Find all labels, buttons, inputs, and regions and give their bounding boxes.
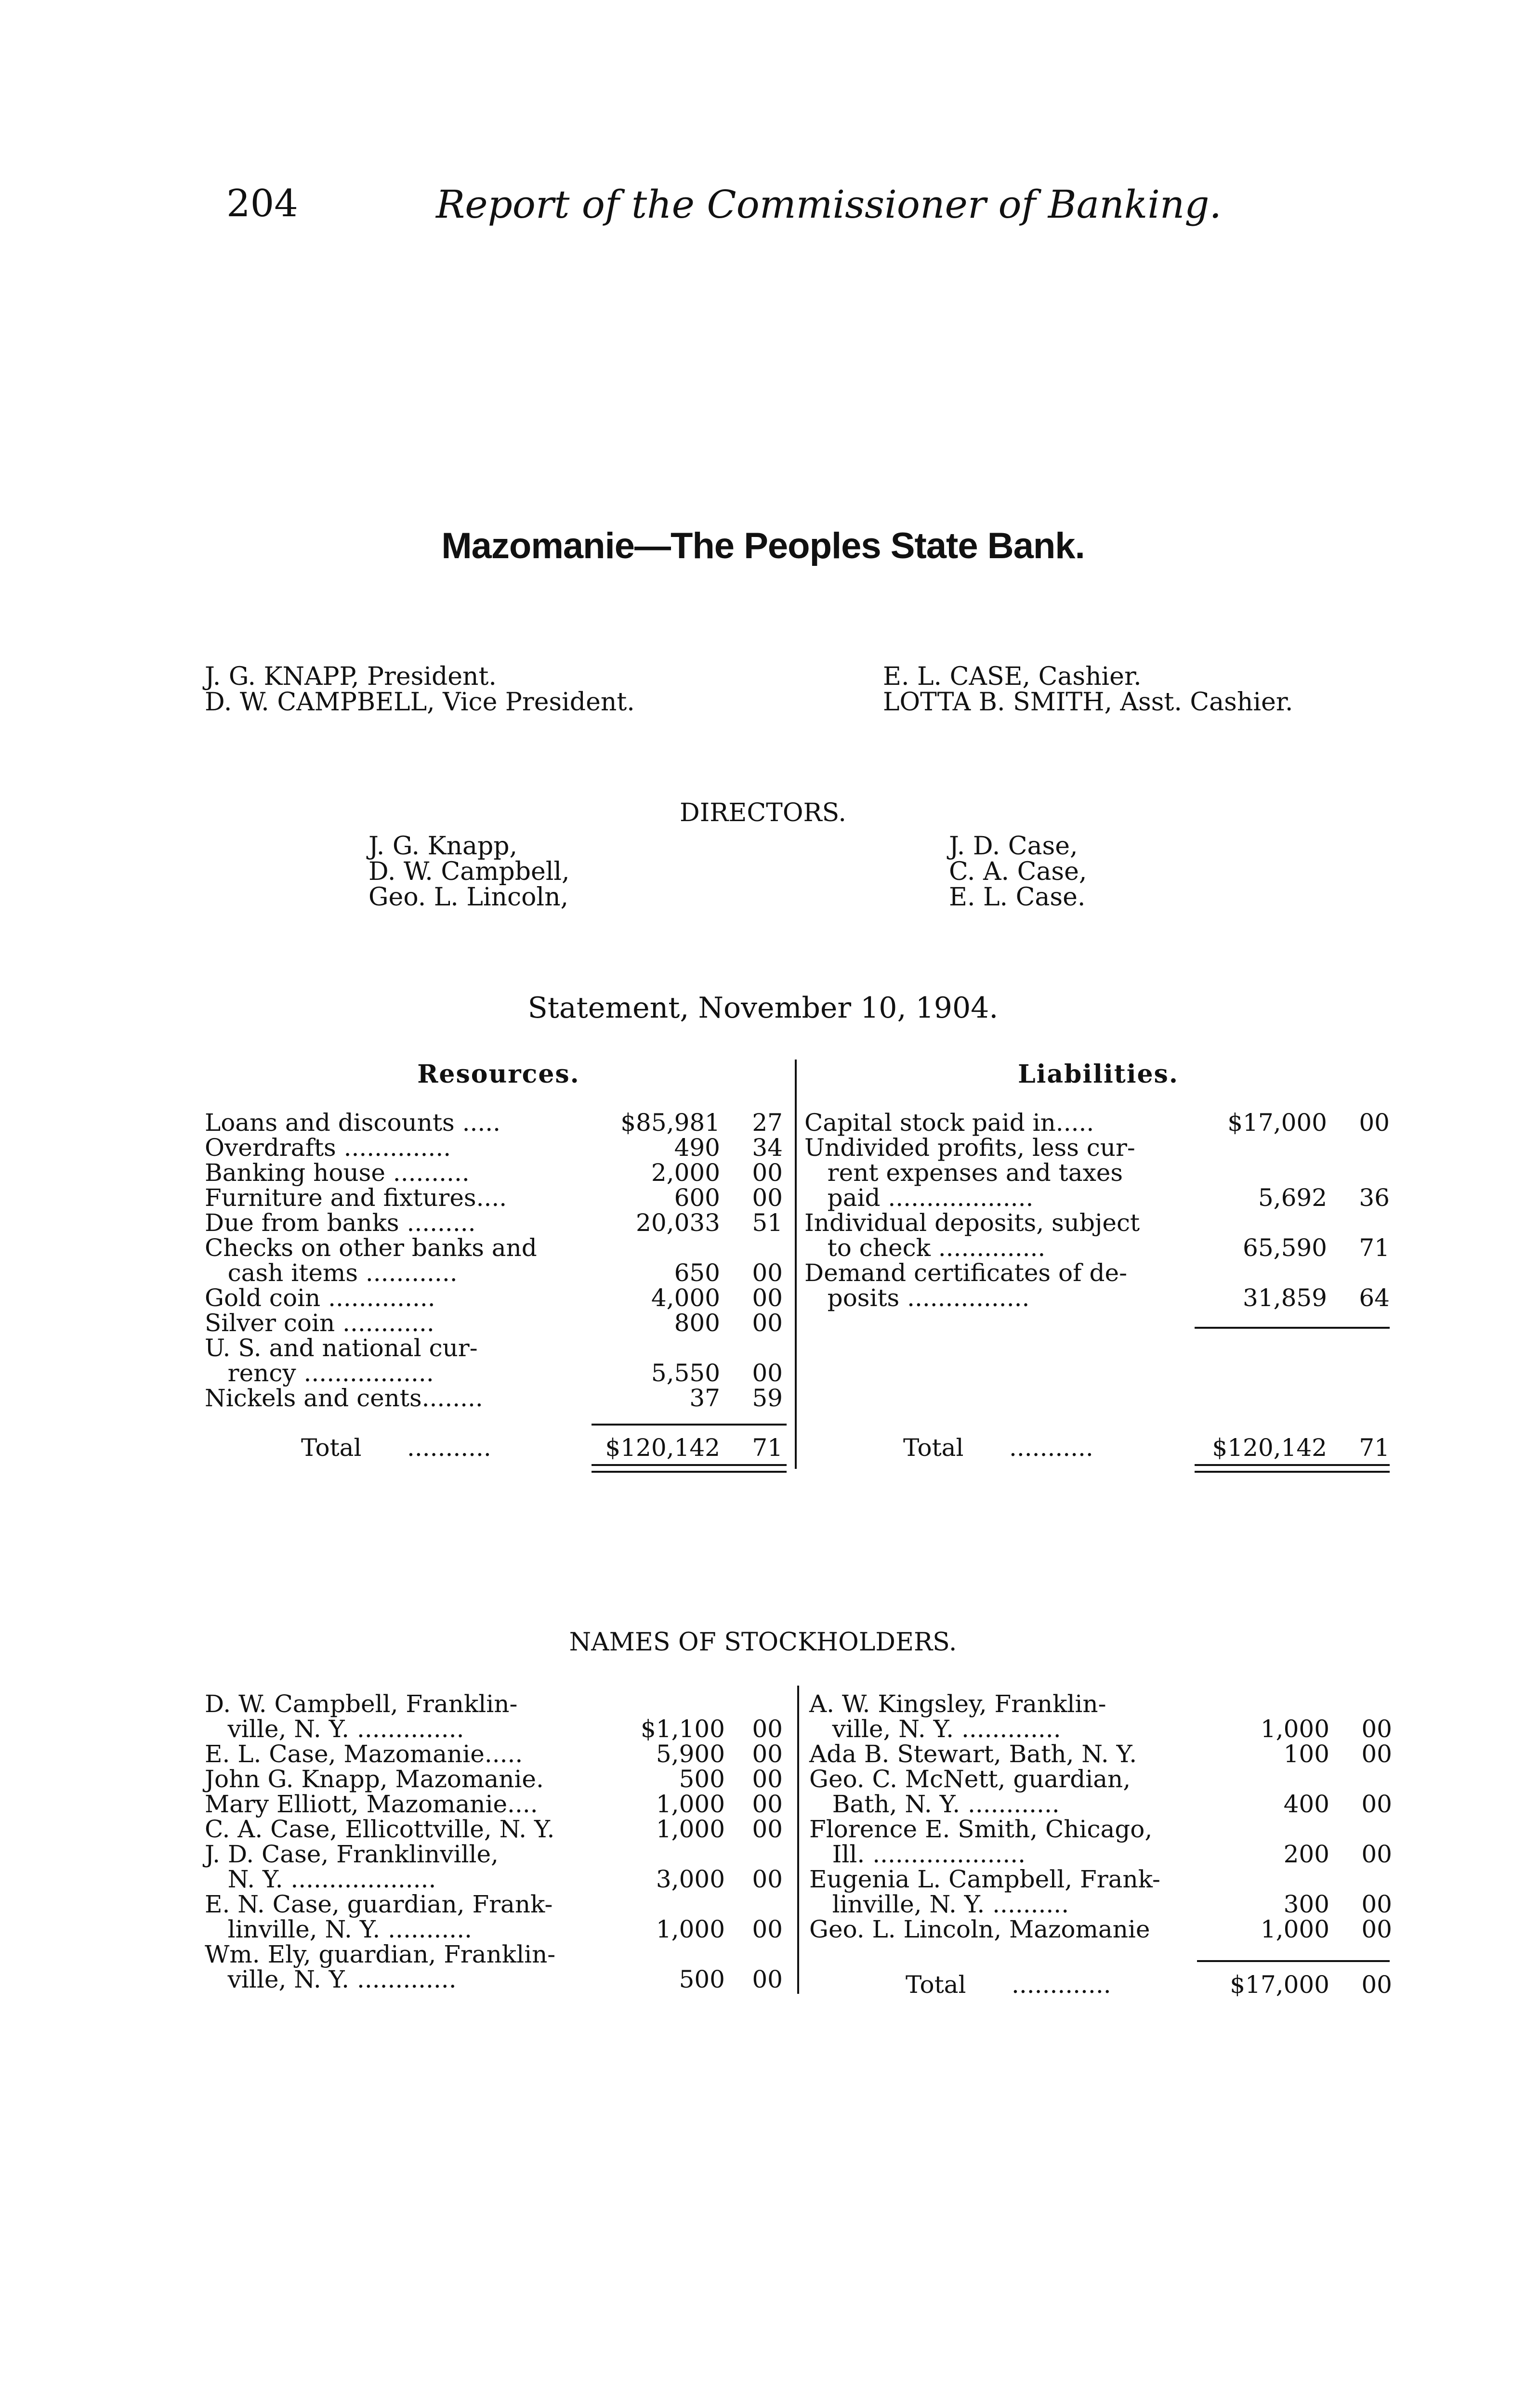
row-label: Overdrafts .............. bbox=[205, 1134, 451, 1162]
table-row bbox=[809, 1691, 1397, 1716]
row-dollars: 600 bbox=[674, 1184, 720, 1212]
row-label: Eugenia L. Campbell, Frank- bbox=[809, 1865, 1160, 1893]
row-dollars: 400 bbox=[1283, 1790, 1329, 1818]
row-label: E. N. Case, guardian, Frank- bbox=[205, 1890, 553, 1918]
table-row bbox=[804, 1160, 1394, 1185]
row-dollars: 200 bbox=[1283, 1840, 1329, 1868]
row-dollars: 100 bbox=[1283, 1740, 1329, 1768]
row-label: Mary Elliott, Mazomanie.... bbox=[205, 1790, 538, 1818]
total-dollars: $120,142 bbox=[605, 1434, 720, 1462]
table-row bbox=[205, 1235, 788, 1260]
row-cents: 71 bbox=[1359, 1234, 1390, 1262]
row-dollars: 2,000 bbox=[651, 1159, 720, 1187]
row-label: ville, N. Y. ............. bbox=[809, 1715, 1061, 1743]
row-label: Silver coin ............ bbox=[205, 1309, 434, 1337]
officer-vice-president: D. W. CAMPBELL, Vice President. bbox=[205, 688, 635, 717]
table-row bbox=[205, 1741, 788, 1767]
row-cents: 00 bbox=[752, 1965, 783, 1993]
table-row bbox=[205, 1160, 788, 1185]
row-label: Nickels and cents........ bbox=[205, 1384, 483, 1412]
table-row bbox=[205, 1386, 788, 1411]
row-label: N. Y. ................... bbox=[205, 1865, 436, 1893]
row-label: A. W. Kingsley, Franklin- bbox=[809, 1690, 1106, 1718]
row-cents: 64 bbox=[1359, 1284, 1390, 1312]
row-dollars: 500 bbox=[679, 1965, 725, 1993]
row-dollars: 1,000 bbox=[656, 1790, 725, 1818]
row-cents: 00 bbox=[1359, 1109, 1390, 1137]
total-cents: 00 bbox=[1361, 1971, 1392, 1999]
table-row bbox=[205, 1892, 788, 1917]
table-row bbox=[205, 1260, 788, 1285]
row-label: Furniture and fixtures.... bbox=[205, 1184, 507, 1212]
row-dollars: 31,859 bbox=[1243, 1284, 1327, 1312]
row-cents: 00 bbox=[752, 1259, 783, 1287]
director-name: C. A. Case, bbox=[949, 857, 1087, 886]
table-row bbox=[809, 1917, 1397, 1942]
row-dollars: 5,900 bbox=[656, 1740, 725, 1768]
table-row bbox=[809, 1817, 1397, 1842]
row-dollars: 300 bbox=[1283, 1890, 1329, 1918]
row-label: Loans and discounts ..... bbox=[205, 1109, 501, 1137]
row-label: Bath, N. Y. ............ bbox=[809, 1790, 1060, 1818]
table-row bbox=[809, 1867, 1397, 1892]
row-label: paid ................... bbox=[804, 1184, 1034, 1212]
row-label: Individual deposits, subject bbox=[804, 1209, 1140, 1237]
statement-title: Statement, November 10, 1904. bbox=[527, 991, 999, 1025]
row-label: ville, N. Y. .............. bbox=[205, 1715, 464, 1743]
running-title: Report of the Commissioner of Banking. bbox=[436, 182, 1222, 227]
total-label: Total bbox=[906, 1971, 966, 1999]
row-label: John G. Knapp, Mazomanie. bbox=[205, 1765, 544, 1793]
row-label: C. A. Case, Ellicottville, N. Y. bbox=[205, 1815, 555, 1843]
row-label: rency ................. bbox=[205, 1359, 434, 1387]
row-cents: 34 bbox=[752, 1134, 783, 1162]
column-divider bbox=[797, 1686, 799, 1994]
row-dollars: $17,000 bbox=[1227, 1109, 1327, 1137]
table-row bbox=[809, 1842, 1397, 1867]
row-label: Geo. C. McNett, guardian, bbox=[809, 1765, 1131, 1793]
row-dollars: 650 bbox=[674, 1259, 720, 1287]
directors-heading: DIRECTORS. bbox=[680, 798, 846, 827]
row-label: posits ................ bbox=[804, 1284, 1030, 1312]
row-label: Checks on other banks and bbox=[205, 1234, 537, 1262]
officer-asst-cashier: LOTTA B. SMITH, Asst. Cashier. bbox=[883, 688, 1293, 717]
row-cents: 00 bbox=[752, 1284, 783, 1312]
row-label: Ill. .................... bbox=[809, 1840, 1026, 1868]
director-name: Geo. L. Lincoln, bbox=[368, 883, 569, 912]
table-row bbox=[804, 1110, 1394, 1135]
row-dollars: 1,000 bbox=[656, 1815, 725, 1843]
row-cents: 00 bbox=[1361, 1890, 1392, 1918]
resources-total-row bbox=[205, 1435, 788, 1460]
row-dollars: 20,033 bbox=[636, 1209, 720, 1237]
total-label: Total bbox=[903, 1434, 964, 1462]
row-label: rent expenses and taxes bbox=[804, 1159, 1123, 1187]
row-dollars: 1,000 bbox=[1260, 1915, 1329, 1943]
stockholders-heading: NAMES OF STOCKHOLDERS. bbox=[569, 1628, 957, 1657]
row-label: Geo. L. Lincoln, Mazomanie bbox=[809, 1915, 1150, 1943]
row-label: to check .............. bbox=[804, 1234, 1046, 1262]
table-row bbox=[205, 1185, 788, 1210]
table-row bbox=[205, 1285, 788, 1310]
row-dollars: 500 bbox=[679, 1765, 725, 1793]
row-cents: 00 bbox=[752, 1790, 783, 1818]
row-dollars: 4,000 bbox=[651, 1284, 720, 1312]
table-row bbox=[205, 1942, 788, 1967]
table-row bbox=[205, 1867, 788, 1892]
director-name: J. D. Case, bbox=[949, 832, 1078, 861]
row-label: Florence E. Smith, Chicago, bbox=[809, 1815, 1153, 1843]
table-row bbox=[205, 1691, 788, 1716]
total-dollars: $120,142 bbox=[1212, 1434, 1327, 1462]
row-cents: 51 bbox=[752, 1209, 783, 1237]
row-cents: 00 bbox=[752, 1765, 783, 1793]
row-cents: 00 bbox=[1361, 1715, 1392, 1743]
row-dollars: 5,692 bbox=[1258, 1184, 1327, 1212]
table-row bbox=[804, 1260, 1394, 1285]
officer-cashier: E. L. CASE, Cashier. bbox=[883, 662, 1142, 691]
row-label: E. L. Case, Mazomanie..... bbox=[205, 1740, 523, 1768]
table-row bbox=[205, 1917, 788, 1942]
total-leader: ........... bbox=[1009, 1434, 1093, 1462]
total-leader: ........... bbox=[407, 1434, 491, 1462]
table-row bbox=[205, 1842, 788, 1867]
row-label: linville, N. Y. ........... bbox=[205, 1915, 472, 1943]
table-row bbox=[804, 1285, 1394, 1310]
table-row bbox=[809, 1741, 1397, 1767]
row-cents: 00 bbox=[1361, 1915, 1392, 1943]
row-label: Capital stock paid in..... bbox=[804, 1109, 1094, 1137]
row-cents: 00 bbox=[1361, 1790, 1392, 1818]
row-label: Gold coin .............. bbox=[205, 1284, 435, 1312]
row-cents: 00 bbox=[752, 1715, 783, 1743]
table-row bbox=[804, 1185, 1394, 1210]
row-dollars: 1,000 bbox=[656, 1915, 725, 1943]
total-double-rule bbox=[1195, 1464, 1390, 1473]
total-dollars: $17,000 bbox=[1230, 1971, 1329, 1999]
row-label: Due from banks ......... bbox=[205, 1209, 476, 1237]
row-dollars: 65,590 bbox=[1243, 1234, 1327, 1262]
row-label: linville, N. Y. .......... bbox=[809, 1890, 1069, 1918]
table-row bbox=[804, 1210, 1394, 1235]
table-row bbox=[205, 1767, 788, 1792]
table-row bbox=[804, 1235, 1394, 1260]
stockholders-total-row bbox=[809, 1972, 1392, 1997]
table-row bbox=[809, 1792, 1397, 1817]
director-name: E. L. Case. bbox=[949, 883, 1086, 912]
table-row bbox=[205, 1335, 788, 1361]
row-label: ville, N. Y. ............. bbox=[205, 1965, 457, 1993]
director-name: J. G. Knapp, bbox=[368, 832, 518, 861]
total-rule bbox=[592, 1424, 787, 1426]
row-dollars: 800 bbox=[674, 1309, 720, 1337]
row-label: Ada B. Stewart, Bath, N. Y. bbox=[809, 1740, 1137, 1768]
row-cents: 00 bbox=[752, 1740, 783, 1768]
row-dollars: 5,550 bbox=[651, 1359, 720, 1387]
total-cents: 71 bbox=[752, 1434, 783, 1462]
table-row bbox=[205, 1361, 788, 1386]
row-cents: 00 bbox=[752, 1309, 783, 1337]
row-label: D. W. Campbell, Franklin- bbox=[205, 1690, 518, 1718]
row-label: U. S. and national cur- bbox=[205, 1334, 478, 1362]
table-row bbox=[205, 1110, 788, 1135]
director-name: D. W. Campbell, bbox=[368, 857, 570, 886]
row-cents: 00 bbox=[752, 1184, 783, 1212]
row-label: Banking house .......... bbox=[205, 1159, 470, 1187]
table-row bbox=[804, 1135, 1394, 1160]
bank-title: Mazomanie—The Peoples State Bank. bbox=[441, 525, 1085, 566]
row-cents: 00 bbox=[752, 1915, 783, 1943]
table-row bbox=[205, 1792, 788, 1817]
table-row bbox=[205, 1967, 788, 1992]
total-label: Total bbox=[301, 1434, 362, 1462]
row-cents: 00 bbox=[752, 1865, 783, 1893]
total-cents: 71 bbox=[1359, 1434, 1390, 1462]
row-dollars: $85,981 bbox=[620, 1109, 720, 1137]
row-cents: 27 bbox=[752, 1109, 783, 1137]
subtotal-rule bbox=[1197, 1960, 1390, 1962]
resources-heading: Resources. bbox=[417, 1060, 580, 1089]
row-dollars: 37 bbox=[689, 1384, 720, 1412]
row-cents: 00 bbox=[1361, 1840, 1392, 1868]
table-row bbox=[205, 1310, 788, 1335]
subtotal-rule bbox=[1195, 1327, 1390, 1329]
page-number: 204 bbox=[226, 182, 298, 225]
table-row bbox=[205, 1135, 788, 1160]
row-cents: 00 bbox=[752, 1815, 783, 1843]
row-cents: 00 bbox=[1361, 1740, 1392, 1768]
row-cents: 00 bbox=[752, 1159, 783, 1187]
row-label: cash items ............ bbox=[205, 1259, 458, 1287]
row-cents: 36 bbox=[1359, 1184, 1390, 1212]
table-row bbox=[205, 1716, 788, 1741]
row-label: Demand certificates of de- bbox=[804, 1259, 1127, 1287]
table-row bbox=[205, 1210, 788, 1235]
table-row bbox=[205, 1817, 788, 1842]
row-dollars: 3,000 bbox=[656, 1865, 725, 1893]
total-leader: ............. bbox=[1012, 1971, 1111, 1999]
row-cents: 59 bbox=[752, 1384, 783, 1412]
table-row bbox=[809, 1767, 1397, 1792]
row-dollars: $1,100 bbox=[641, 1715, 725, 1743]
table-row bbox=[809, 1716, 1397, 1741]
row-label: Undivided profits, less cur- bbox=[804, 1134, 1135, 1162]
row-dollars: 490 bbox=[674, 1134, 720, 1162]
officer-president: J. G. KNAPP, President. bbox=[205, 662, 497, 691]
liabilities-total-row bbox=[804, 1435, 1392, 1460]
row-label: J. D. Case, Franklinville, bbox=[205, 1840, 499, 1868]
row-label: Wm. Ely, guardian, Franklin- bbox=[205, 1940, 556, 1968]
column-divider bbox=[795, 1060, 797, 1469]
table-row bbox=[809, 1892, 1397, 1917]
row-cents: 00 bbox=[752, 1359, 783, 1387]
total-double-rule bbox=[592, 1464, 787, 1473]
row-dollars: 1,000 bbox=[1260, 1715, 1329, 1743]
liabilities-heading: Liabilities. bbox=[1018, 1060, 1179, 1089]
